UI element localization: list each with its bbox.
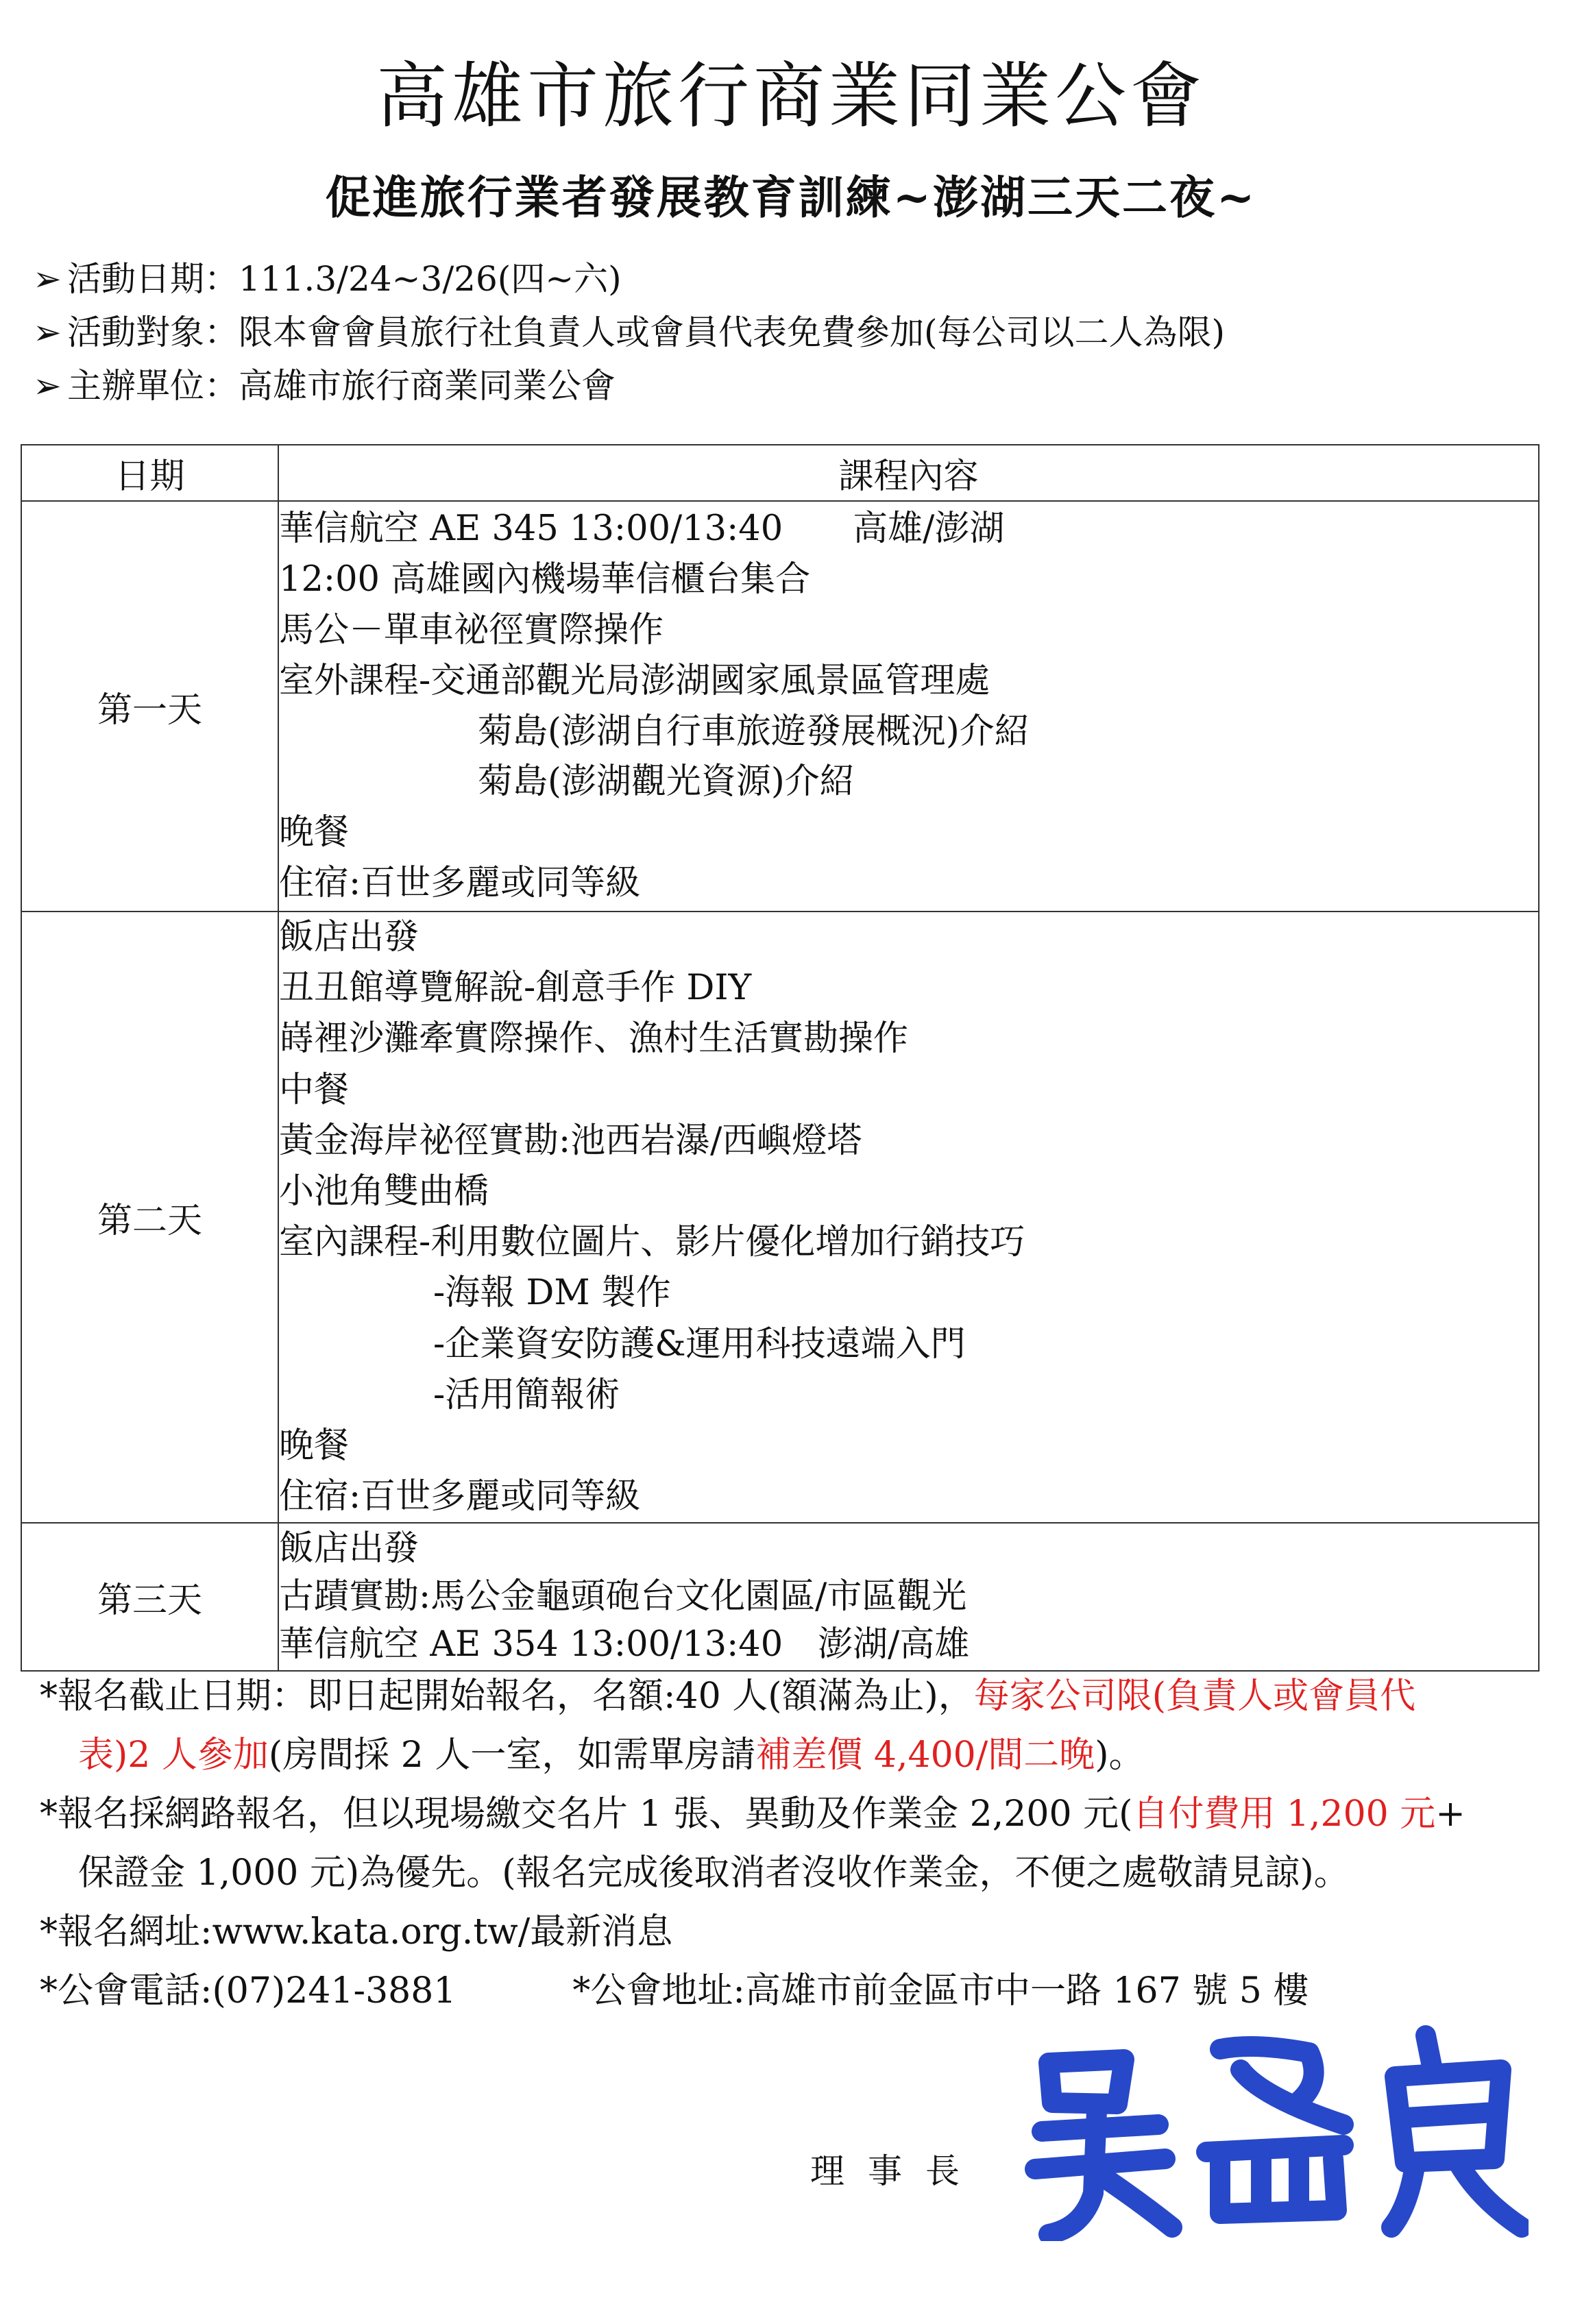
event-info (33, 252, 1225, 413)
info-date: ➢ 活動日期：111.3/24~3/26(四~六) (33, 252, 1225, 306)
day-content (278, 912, 1539, 1523)
schedule-line: -海報 DM 製作 (433, 1273, 671, 1314)
schedule-table (21, 444, 1540, 1672)
schedule-line: 住宿:百世多麗或同等級 (279, 862, 641, 903)
schedule-line: 菊島(澎湖觀光資源)介紹 (478, 761, 855, 803)
schedule-line: 室內課程-利用數位圖片、影片優化增加行銷技巧 (279, 1222, 1025, 1263)
arrow-bullet-icon: ➢ (33, 313, 62, 352)
table-row (21, 501, 1539, 912)
schedule-line: 小池角雙曲橋 (279, 1171, 489, 1212)
note-contact (40, 1961, 1568, 2020)
day-content (278, 1523, 1539, 1671)
note-website[interactable]: *報名網址:www.kata.org.tw/最新消息 (40, 1911, 673, 1953)
address-text: *公會地址:高雄市前金區市中一路 167 號 5 樓 (572, 1970, 1309, 2011)
day-content (278, 501, 1539, 912)
document-subtitle: 促進旅行業者發展教育訓練~澎湖三天二夜~ (325, 171, 1257, 224)
arrow-bullet-icon: ➢ (33, 259, 62, 299)
schedule-line: 嵵裡沙灘牽實際操作、漁村生活實勘操作 (279, 1018, 909, 1060)
schedule-line: -企業資安防護&運用科技遠端入門 (433, 1323, 966, 1365)
signature-image (1021, 2022, 1529, 2241)
header-content: 課程內容 (278, 445, 1539, 501)
day-label: 第二天 (21, 912, 278, 1523)
note-registration: *報名採網路報名，但以現場繳交名片 1 張、異動及作業金 2,200 元(自付費用 1,200 元+ (40, 1794, 1465, 1835)
schedule-line: 黃金海岸祕徑實勘:池西岩瀑/西嶼燈塔 (279, 1120, 862, 1161)
note-deadline-cont: 表)2 人參加(房間採 2 人一室，如需單房請補差價 4,400/間二晚)。 (78, 1735, 1145, 1776)
schedule-line: 馬公－單車祕徑實際操作 (279, 609, 664, 650)
schedule-line: 華信航空 AE 345 13:00/13:40 高雄/澎湖 (279, 509, 1005, 550)
table-row (21, 912, 1539, 1523)
schedule-line: 住宿:百世多麗或同等級 (279, 1476, 641, 1517)
schedule-line: 古蹟實勘:馬公金龜頭砲台文化園區/市區觀光 (279, 1576, 967, 1617)
info-organizer: ➢ 主辦單位：高雄市旅行商業同業公會 (33, 359, 1225, 413)
arrow-bullet-icon: ➢ (33, 366, 62, 406)
day-label: 第一天 (21, 501, 278, 912)
schedule-line: 12:00 高雄國內機場華信櫃台集合 (279, 559, 811, 600)
note-deadline: *報名截止日期：即日起開始報名，名額:40 人(額滿為止)，每家公司限(負責人或會員代 (40, 1676, 1416, 1717)
schedule-line: 丑丑館導覽解說-創意手作 DIY (279, 968, 752, 1009)
table-header-row (21, 445, 1539, 501)
schedule-line: -活用簡報術 (433, 1374, 620, 1415)
note-registration-cont: 保證金 1,000 元)為優先。(報名完成後取消者沒收作業金，不便之處敬請見諒)。 (78, 1852, 1350, 1894)
day-label: 第三天 (21, 1523, 278, 1671)
schedule-line: 晚餐 (279, 1426, 350, 1467)
notes-section (40, 1667, 1568, 2020)
schedule-line: 室外課程-交通部觀光局澎湖國家風景區管理處 (279, 660, 990, 701)
document-title: 高雄市旅行商業同業公會 (376, 54, 1206, 138)
header-date: 日期 (21, 445, 278, 501)
schedule-line: 晚餐 (279, 812, 350, 853)
info-target: ➢ 活動對象：限本會會員旅行社負責人或會員代表免費參加(每公司以二人為限) (33, 306, 1225, 359)
schedule-line: 華信航空 AE 354 13:00/13:40 澎湖/高雄 (279, 1624, 970, 1665)
chairman-label: 理事長 (810, 2151, 983, 2191)
table-row (21, 1523, 1539, 1671)
schedule-line: 菊島(澎湖自行車旅遊發展概況)介紹 (478, 711, 1030, 752)
schedule-line: 飯店出發 (279, 1528, 419, 1569)
schedule-line: 中餐 (279, 1069, 350, 1110)
phone-text: *公會電話:(07)241-3881 (40, 1970, 457, 2011)
schedule-line: 飯店出發 (279, 917, 419, 957)
